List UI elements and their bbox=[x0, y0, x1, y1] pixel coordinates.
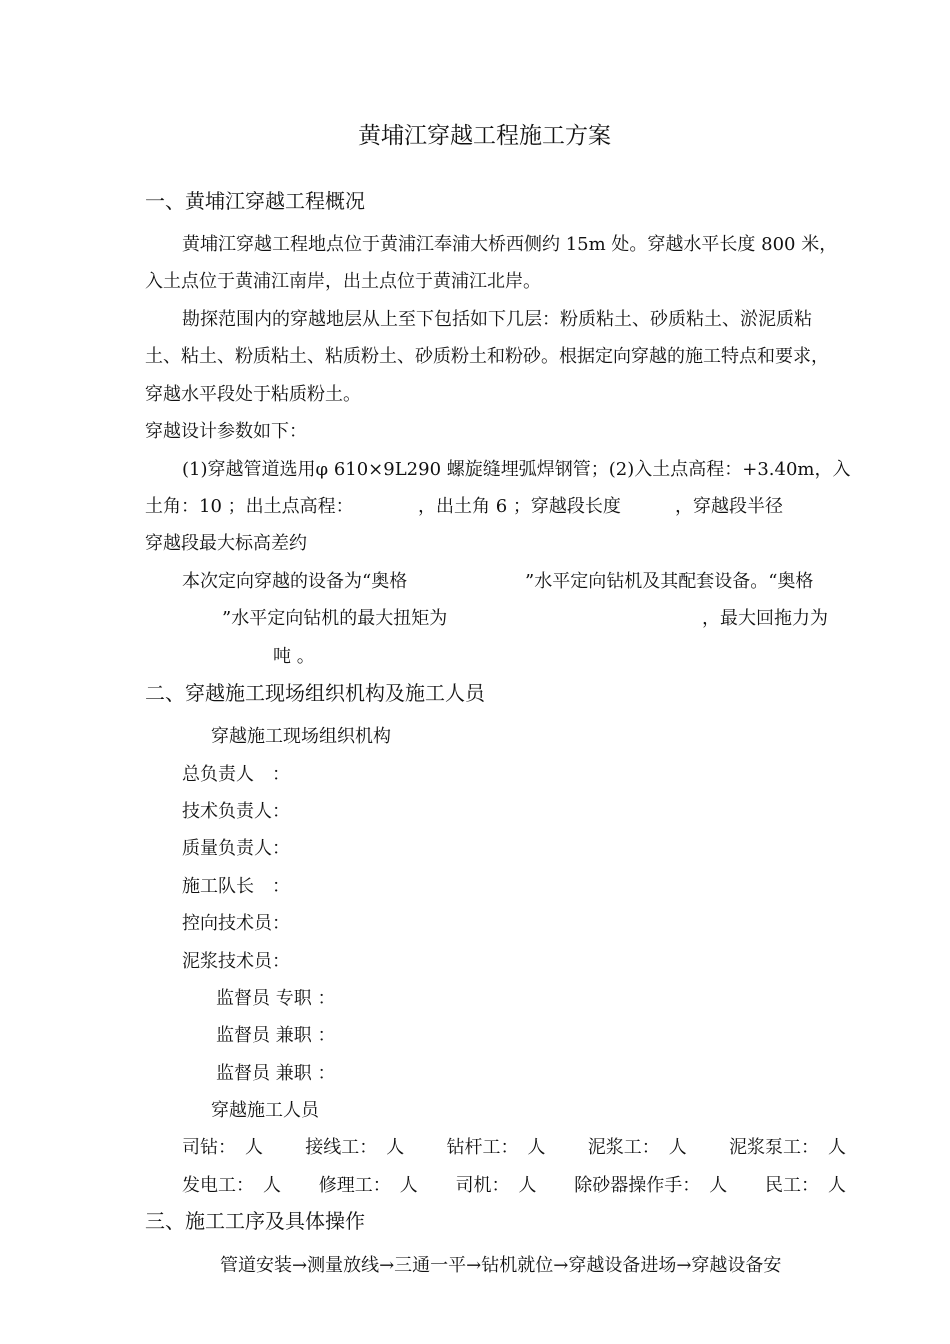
role-item: 泥浆技术员： bbox=[182, 951, 290, 972]
paragraph-line: 管道安装→测量放线→三通一平→钻机就位→穿越设备进场→穿越设备安 bbox=[220, 1255, 782, 1276]
supervisor-item: 监督员 专职 ： bbox=[216, 988, 336, 1009]
staff-item: 修理工： 人 bbox=[318, 1175, 418, 1196]
staff-item: 发电工： 人 bbox=[182, 1175, 281, 1196]
paragraph-fragment: 土角：10 ；出土点高程： bbox=[145, 496, 354, 517]
section-2-heading: 二、穿越施工现场组织机构及施工人员 bbox=[145, 681, 485, 705]
staff-item: 司机： 人 bbox=[455, 1175, 537, 1196]
supervisor-item: 监督员 兼职 ： bbox=[216, 1063, 336, 1084]
paragraph-fragment: ，穿越段半径 bbox=[675, 496, 783, 517]
staff-row bbox=[182, 1175, 846, 1197]
paragraph-line: 穿越设计参数如下： bbox=[145, 421, 307, 442]
paragraph-line: 勘探范围内的穿越地层从上至下包括如下几层：粉质粘土、砂质粘土、淤泥质粘 bbox=[182, 309, 812, 330]
staff-item: 钻杆工： 人 bbox=[446, 1137, 546, 1158]
paragraph-fragment: ，最大回拖力为 bbox=[702, 608, 828, 629]
org-structure-title: 穿越施工现场组织机构 bbox=[211, 726, 391, 747]
role-item: 质量负责人： bbox=[182, 838, 290, 859]
staff-item: 泥浆泵工： 人 bbox=[729, 1137, 846, 1158]
paragraph-fragment: ，出土角 6 ；穿越段长度 bbox=[418, 496, 621, 517]
paragraph-line: 穿越水平段处于粘质粉土。 bbox=[145, 384, 361, 405]
role-item: 总负责人 ： bbox=[182, 764, 290, 785]
paragraph-line: 穿越段最大标高差约 bbox=[145, 533, 307, 554]
staff-item: 接线工： 人 bbox=[305, 1137, 405, 1158]
document-title: 黄埔江穿越工程施工方案 bbox=[358, 123, 611, 149]
section-1-heading: 一、黄埔江穿越工程概况 bbox=[145, 189, 365, 213]
paragraph-fragment: ”水平定向钻机及其配套设备。“奥格 bbox=[525, 571, 814, 592]
staff-item: 泥浆工： 人 bbox=[587, 1137, 687, 1158]
staff-item: 除砂器操作手： 人 bbox=[574, 1175, 728, 1196]
paragraph-line: (1)穿越管道选用φ 610×9L290 螺旋缝埋弧焊钢管；(2)入土点高程：+3.40m，入 bbox=[182, 459, 851, 480]
section-3-heading: 三、施工工序及具体操作 bbox=[145, 1209, 365, 1233]
paragraph-line: 入土点位于黄浦江南岸，出土点位于黄浦江北岸。 bbox=[145, 271, 541, 292]
staff-item: 司钻： 人 bbox=[182, 1137, 263, 1158]
role-item: 控向技术员： bbox=[182, 913, 290, 934]
supervisor-item: 监督员 兼职 ： bbox=[216, 1025, 336, 1046]
paragraph-fragment: ”水平定向钻机的最大扭矩为 bbox=[222, 608, 448, 629]
staff-item: 民工： 人 bbox=[765, 1175, 846, 1196]
role-item: 技术负责人： bbox=[182, 801, 290, 822]
role-item: 施工队长 ： bbox=[182, 876, 290, 897]
paragraph-line: 吨 。 bbox=[273, 646, 315, 667]
paragraph-line: 黄埔江穿越工程地点位于黄浦江奉浦大桥西侧约 15m 处。穿越水平长度 800 米， bbox=[182, 234, 838, 255]
staff-row bbox=[182, 1137, 846, 1159]
paragraph-fragment: 本次定向穿越的设备为“奥格 bbox=[182, 571, 408, 592]
staff-title: 穿越施工人员 bbox=[211, 1100, 319, 1121]
paragraph-line: 土、粘土、粉质粘土、粘质粉土、砂质粉土和粉砂。根据定向穿越的施工特点和要求， bbox=[145, 346, 829, 367]
